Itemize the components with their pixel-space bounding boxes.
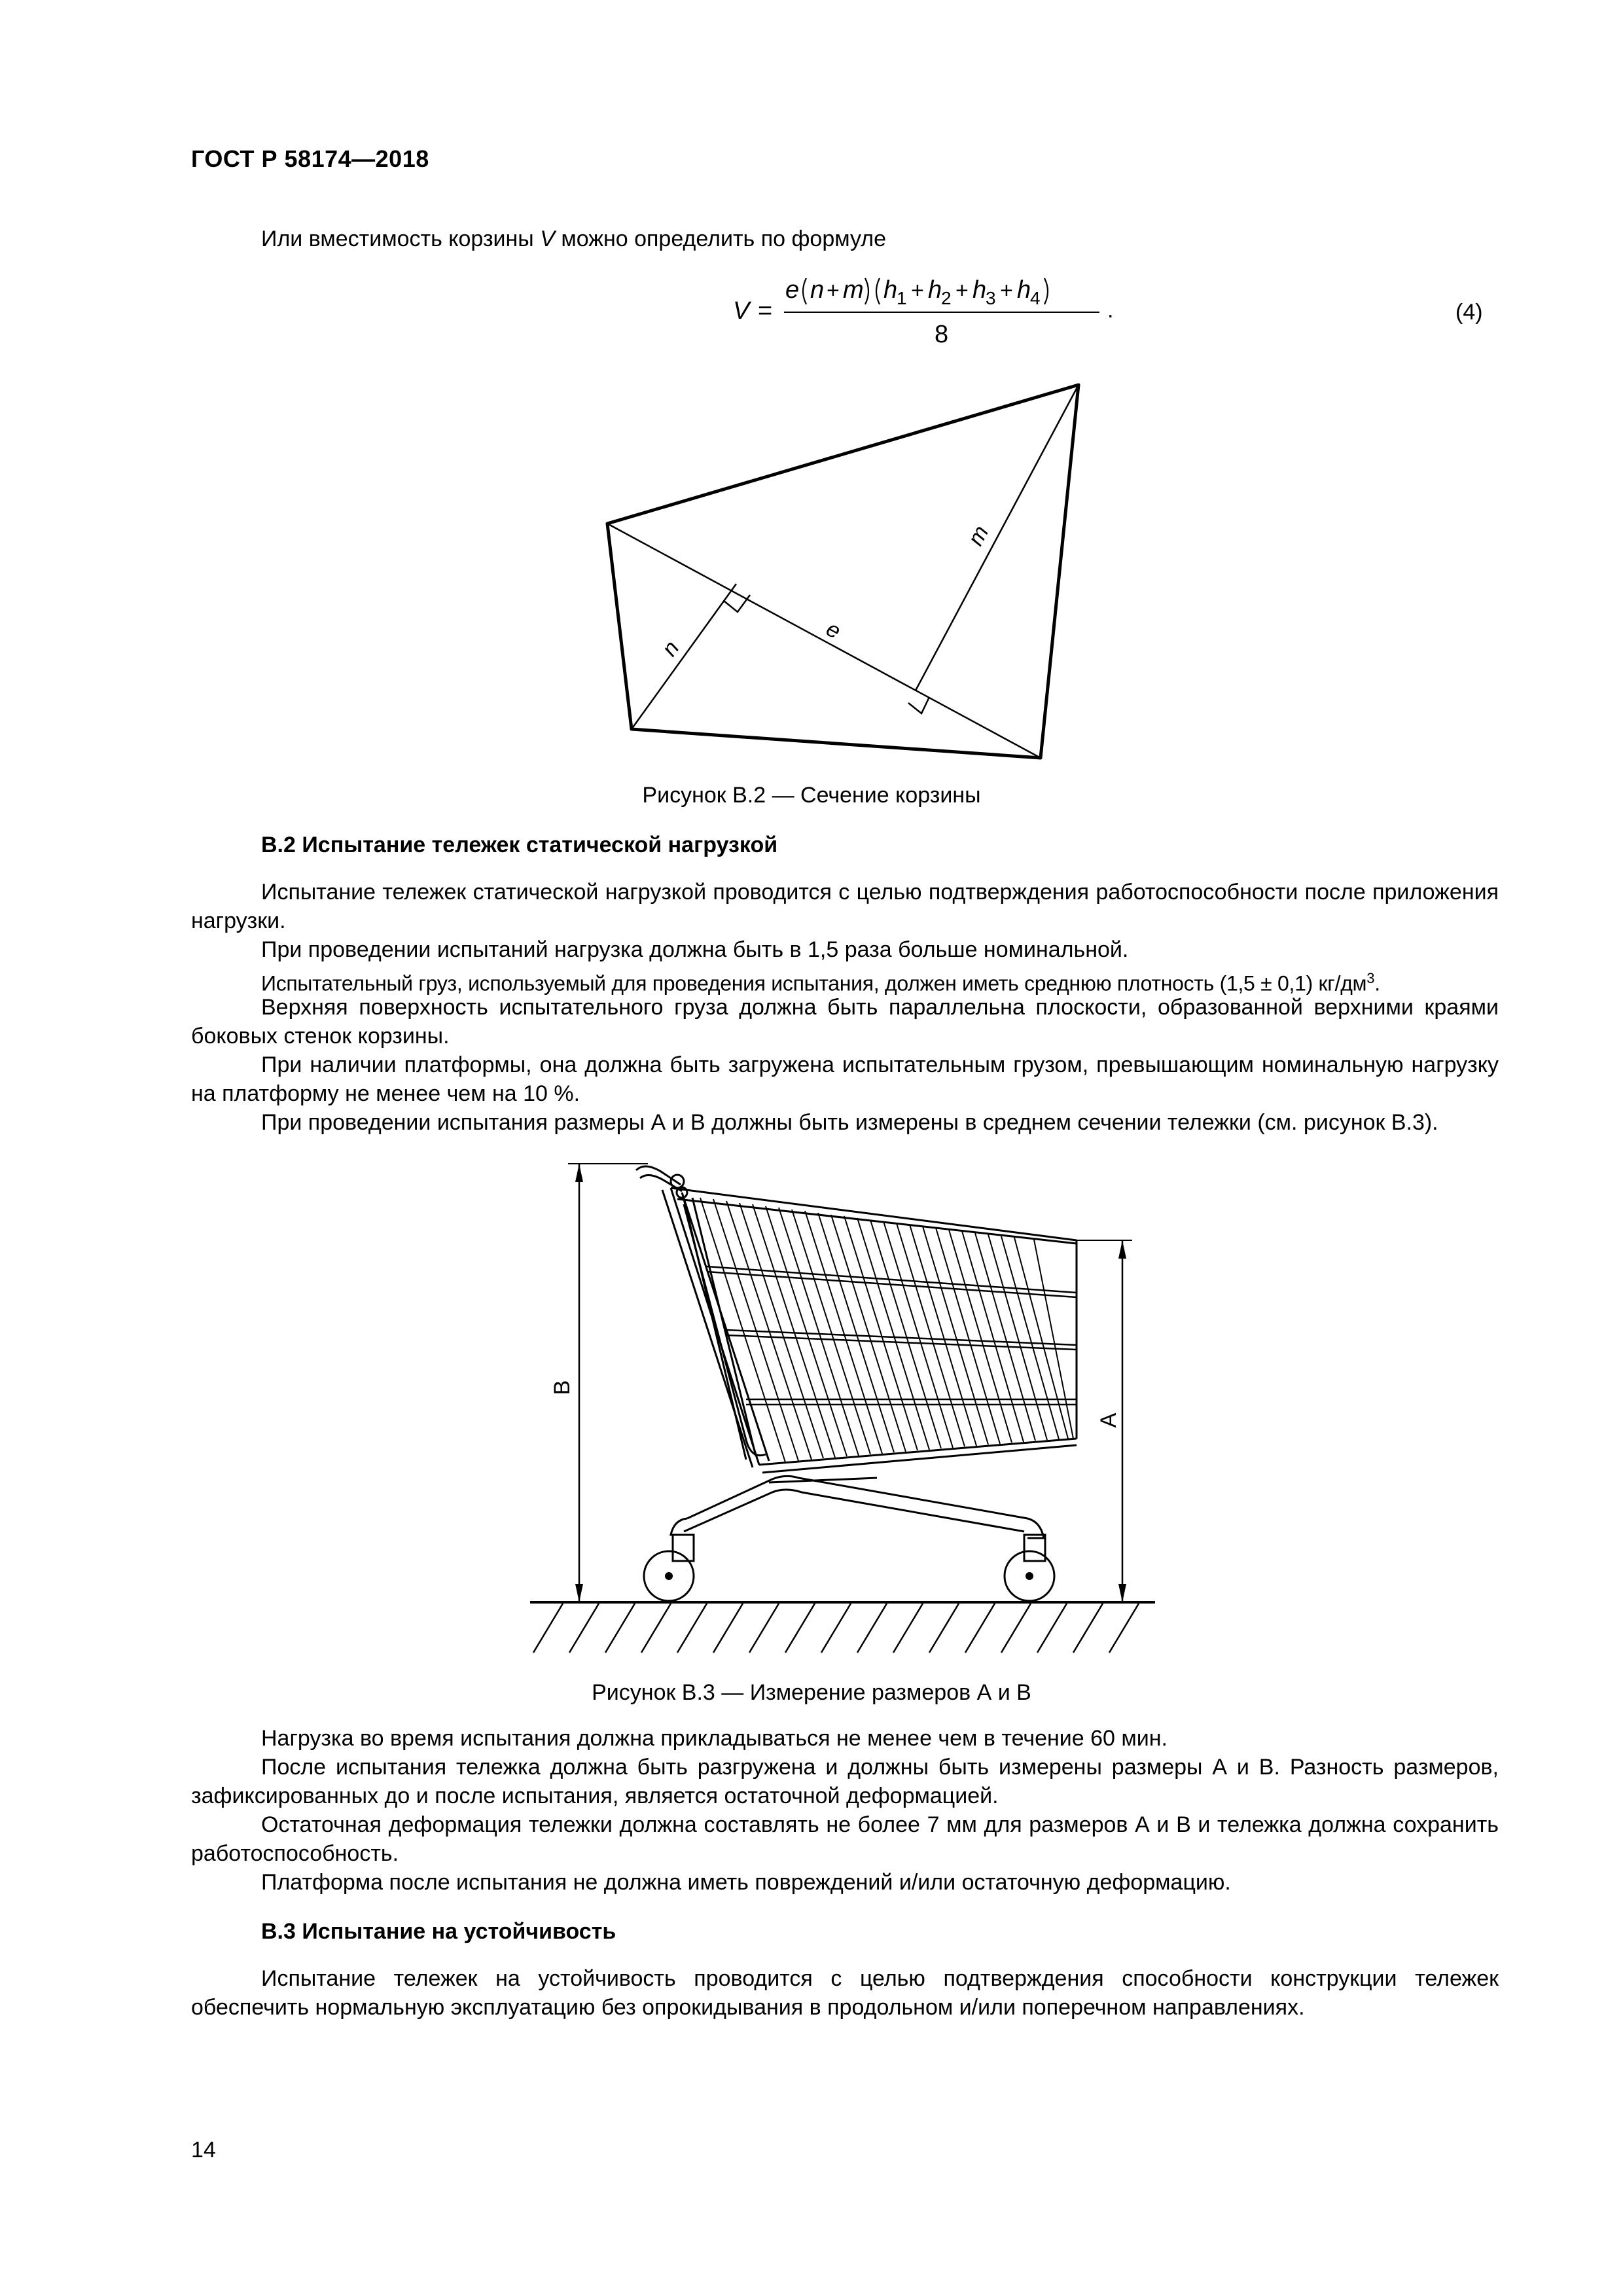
b2-paragraph-6: При проведении испытания размеры А и В должны быть измерены в среднем сечении тележки (см. рисунок В.3). — [261, 1110, 1438, 1135]
after-paragraph-4: Платформа после испытания не должна иметь повреждений и/или остаточную деформацию. — [261, 1870, 1231, 1895]
num-n: n — [810, 276, 825, 304]
label-n: n — [656, 636, 685, 661]
perpendicular-n — [632, 584, 736, 729]
formula-lhs: V — [733, 297, 750, 325]
intro-paragraph — [191, 224, 1499, 253]
label-b: В — [550, 1380, 575, 1395]
figure-b3-caption: Рисунок В.3 — Измерение размеров А и В — [592, 1680, 1031, 1705]
num-plus-3: + — [955, 278, 969, 303]
intro-text-2: можно определить по формуле — [554, 226, 887, 251]
num-plus-4: + — [1000, 278, 1013, 303]
num-h2: h — [928, 276, 942, 304]
after-paragraph-2: После испытания тележка должна быть разгружена и должны быть измерены размеры А и В. Разность размеров, зафиксированных до и после испытания, является остаточной деформацией. — [191, 1755, 1499, 1808]
figure-b2-caption: Рисунок В.2 — Сечение корзины — [642, 783, 981, 808]
formula-end: . — [1107, 298, 1114, 323]
paren-close-2 — [1044, 278, 1048, 304]
after-paragraph-1: Нагрузка во время испытания должна прикладываться не менее чем в течение 60 мин. — [261, 1726, 1168, 1751]
intro-var: V — [540, 226, 555, 251]
label-e: e — [822, 616, 845, 644]
page-header: ГОСТ Р 58174—2018 — [191, 145, 429, 172]
b3-paragraph: Испытание тележек на устойчивость проводится с целью подтверждения способности конструкции тележек обеспечить нормальную эксплуатацию без опрокидывания в продольном и/или поперечном направлениях. — [191, 1966, 1499, 2020]
formula-numerator — [785, 276, 1048, 308]
formula-graphic — [720, 265, 1178, 357]
section-b3-heading: В.3 Испытание на устойчивость — [261, 1919, 616, 1944]
figure-b3-cart — [510, 1152, 1178, 1676]
formula-4 — [720, 265, 1178, 357]
paren-open-1 — [803, 278, 806, 304]
equation-number: (4) — [1455, 300, 1483, 325]
num-i2: 2 — [941, 288, 952, 308]
num-h4: h — [1017, 276, 1031, 304]
page-number: 14 — [191, 2138, 216, 2162]
section-outline — [607, 385, 1079, 758]
num-i4: 4 — [1030, 288, 1041, 308]
num-i1: 1 — [897, 288, 907, 308]
right-angle-n — [724, 595, 750, 612]
b2-period: . — [1374, 971, 1380, 996]
formula-denominator: 8 — [935, 321, 949, 348]
b2-paragraph-5: При наличии платформы, она должна быть загружена испытательным грузом, превышающим номинальную нагрузку на платформу не менее чем на 10 %. — [191, 1052, 1499, 1106]
paren-close-1 — [865, 278, 868, 304]
after-paragraph-3: Остаточная деформация тележки должна составлять не более 7 мм для размеров А и В и тележка должна сохранить работоспособность. — [191, 1812, 1499, 1866]
num-h1: h — [883, 276, 898, 304]
ground-hatch — [533, 1604, 1139, 1653]
paren-open-2 — [876, 278, 880, 304]
b2-paragraph-3-text: Испытательный груз, используемый для проведения испытания, должен иметь среднюю плотность (1,5 ± 0,1) кг/дм — [261, 971, 1367, 996]
dimension-b — [568, 1164, 648, 1602]
b2-paragraph-2: При проведении испытаний нагрузка должна быть в 1,5 раза больше номинальной. — [261, 937, 1129, 962]
label-a: А — [1096, 1412, 1121, 1428]
formula-eq: = — [758, 297, 773, 325]
cart-handle — [636, 1166, 687, 1198]
num-i3: 3 — [986, 288, 996, 308]
num-m: m — [843, 276, 864, 304]
num-plus-1: + — [827, 278, 840, 303]
num-h3: h — [972, 276, 987, 304]
figure-b2-basket-section — [576, 367, 1113, 772]
diagonal-e — [607, 521, 1041, 758]
intro-text-1: Или вместимость корзины — [261, 226, 541, 251]
cart-caster-front — [1005, 1535, 1054, 1601]
b2-superscript: 3 — [1366, 970, 1375, 986]
cart-caster-rear — [644, 1535, 694, 1601]
label-m: m — [963, 521, 994, 550]
perpendicular-m — [916, 385, 1079, 691]
num-e: e — [785, 276, 800, 304]
section-b2-heading: В.2 Испытание тележек статической нагрузкой — [261, 833, 778, 857]
right-angle-m — [908, 697, 929, 713]
b2-paragraph-1: Испытание тележек статической нагрузкой проводится с целью подтверждения работоспособности после приложения нагрузки. — [191, 880, 1499, 933]
num-plus-2: + — [911, 278, 924, 303]
b2-paragraph-4: Верхняя поверхность испытательного груза должна быть параллельна плоскости, образованной верхними краями боковых стенок корзины. — [191, 995, 1499, 1049]
